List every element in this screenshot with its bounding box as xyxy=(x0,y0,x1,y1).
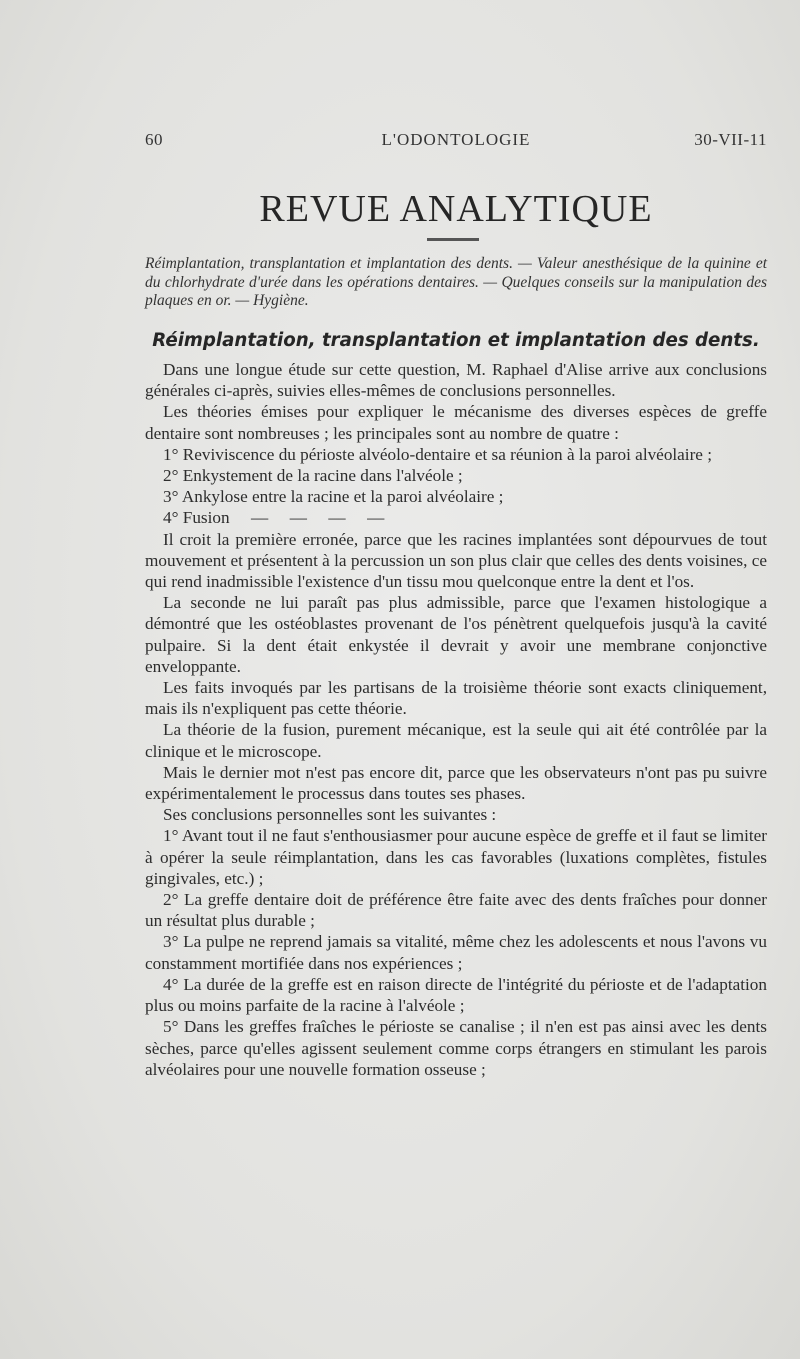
list-item: 4° La durée de la greffe est en raison directe de l'intégrité du périoste et de l'adaptation plus ou moins parfaite de la racine à l'alvéole ; xyxy=(145,974,767,1016)
page-number: 60 xyxy=(145,130,163,149)
article-body xyxy=(145,359,767,1080)
list-item: 2° La greffe dentaire doit de préférence être faite avec des dents fraîches pour donner un résultat plus durable ; xyxy=(145,890,767,931)
list-item: 2° Enkystement de la racine dans l'alvéole ; xyxy=(163,466,463,486)
paragraph: Mais le dernier mot n'est pas encore dit, parce que les observateurs n'ont pas pu suivre expérimentalement le processus dans toutes ses phases. xyxy=(145,762,767,804)
list-item: 3° La pulpe ne reprend jamais sa vitalité, même chez les adolescents et nous l'avons vu constamment mortifiée dans nos expériences ; xyxy=(145,932,767,973)
list-item: 3° Ankylose entre la racine et la paroi alvéolaire ; xyxy=(163,487,504,507)
paragraph: Ses conclusions personnelles sont les suivantes : xyxy=(163,805,497,825)
list-item: 4° Fusion — — — — xyxy=(163,508,385,528)
title-divider xyxy=(427,238,479,241)
issue-date: 30-VII-11 xyxy=(694,130,767,149)
page-title: REVUE ANALYTIQUE xyxy=(259,188,653,230)
summary: Réimplantation, transplantation et implantation des dents. — Valeur anesthésique de la quinine et du chlorhydrate d'urée dans les opérations dentaires. — Quelques conseils sur la manipulation des plaques en or. — Hygiène. xyxy=(145,255,767,309)
paragraph: Dans une longue étude sur cette question, M. Raphael d'Alise arrive aux conclusions générales ci-après, suivies elles-mêmes de conclusions personnelles. xyxy=(145,360,767,401)
list-item: 5° Dans les greffes fraîches le périoste se canalise ; il n'en est pas ainsi avec les dents sèches, parce qu'elles agissent seulement comme corps étrangers en stimulant les parois alvéolaires pour une nouvelle formation osseuse ; xyxy=(145,1017,767,1079)
paragraph: La théorie de la fusion, purement mécanique, est la seule qui ait été contrôlée par la clinique et le microscope. xyxy=(145,720,767,761)
list-item: 1° Reviviscence du périoste alvéolo-dentaire et sa réunion à la paroi alvéolaire ; xyxy=(163,444,713,464)
paragraph: La seconde ne lui paraît pas plus admissible, parce que l'examen histologique a démontré que les ostéoblastes provenant de l'os pénètrent quelquefois jusqu'à la cavité pulpaire. Si la dent était enkystée il devrait y avoir une membrane conjonctive enveloppante. xyxy=(145,593,767,676)
section-title: Réimplantation, transplantation et implantation des dents. xyxy=(152,330,760,351)
running-header xyxy=(145,130,767,154)
journal-title: L'ODONTOLOGIE xyxy=(381,130,531,149)
paragraph: Il croit la première erronée, parce que les racines implantées sont dépourvues de tout mouvement et présentent à la percussion un son plus clair que celles des dents voisines, ce qui rend inadmissible l'existence d'un tissu mou quelconque entre la dent et l'os. xyxy=(145,529,767,592)
paragraph: Les théories émises pour expliquer le mécanisme des diverses espèces de greffe dentaire sont nombreuses ; les principales sont au nombre de quatre : xyxy=(145,402,767,443)
list-item: 1° Avant tout il ne faut s'enthousiasmer pour aucune espèce de greffe et il faut se limiter à opérer la seule réimplantation, dans les cas favorables (luxations complètes, fistules gingivales, etc.) ; xyxy=(145,826,768,888)
paragraph: Les faits invoqués par les partisans de la troisième théorie sont exacts cliniquement, mais ils n'expliquent pas cette théorie. xyxy=(145,678,767,719)
